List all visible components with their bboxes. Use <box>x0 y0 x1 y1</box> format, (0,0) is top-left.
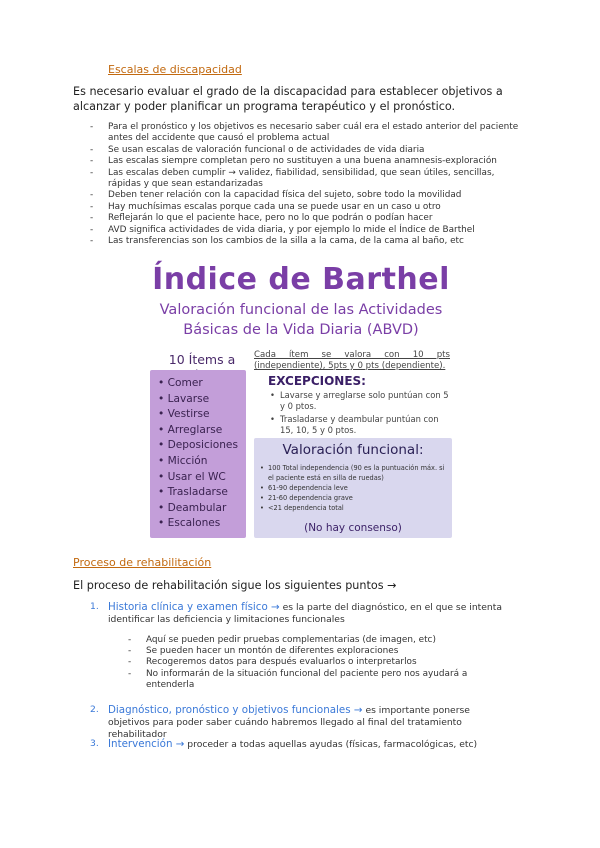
list-item: - Las escalas deben cumplir → validez, fiabilidad, sensibilidad, que sean útiles, sencillas, rápidas y que sean estandarizadas <box>90 168 530 191</box>
valoracion-list <box>260 463 446 513</box>
section-heading-escalas[interactable]: Escalas de discapacidad <box>108 63 242 76</box>
list-item: - Se usan escalas de valoración funcional o de actividades de vida diaria <box>90 145 530 156</box>
list-item: • 21-60 dependencia grave <box>260 493 446 503</box>
step1-bullet-list <box>128 635 498 691</box>
step-item <box>90 601 510 626</box>
list-item: • Lavarse y arreglarse solo puntúan con 5 y 0 ptos. <box>268 390 452 412</box>
list-item: • Deposiciones <box>158 438 238 454</box>
list-item: - Hay muchísimas escalas porque cada una se puede usar en un caso u otro <box>90 202 530 213</box>
step-item <box>90 738 510 751</box>
escalas-bullet-list <box>90 122 530 247</box>
list-item: - Aquí se pueden pedir pruebas complementarias (de imagen, etc) <box>128 635 498 646</box>
step-number: 2. <box>90 704 99 715</box>
list-item: • Vestirse <box>158 407 238 423</box>
infographic-subtitle-line2: Básicas de la Vida Diaria (ABVD) <box>183 322 419 338</box>
list-item: • Lavarse <box>158 392 238 408</box>
step-number: 3. <box>90 738 99 749</box>
step-number: 1. <box>90 601 99 612</box>
list-item: • Escalones <box>158 516 238 532</box>
valoracion-footer: (No hay consenso) <box>304 522 402 534</box>
infographic-subtitle-line1: Valoración funcional de las Actividades <box>159 302 443 318</box>
valoracion-title: Valoración funcional: <box>282 442 424 458</box>
step-item <box>90 704 510 741</box>
step-lead: Historia clínica y examen físico → <box>108 601 280 613</box>
list-item: • 61-90 dependencia leve <box>260 483 446 493</box>
barthel-infographic <box>150 262 452 542</box>
list-item: - AVD significa actividades de vida diaria, y por ejemplo lo mide el Índice de Barthel <box>90 225 530 236</box>
step-text: es importante ponerse objetivos para poder saber cuándo habremos llegado al final del tratamiento rehabilitador <box>108 705 470 740</box>
step-lead: Diagnóstico, pronóstico y objetivos funcionales → <box>108 704 363 716</box>
list-item: - No informarán de la situación funcional del paciente pero nos ayudará a entenderla <box>128 669 498 691</box>
intro-paragraph: Es necesario evaluar el grado de la discapacidad para establecer objetivos a alcanzar y poder planificar un programa terapéutico y el pronóstico. <box>73 85 503 113</box>
items-header: 10 Ítems a <box>168 352 236 367</box>
list-item: - Para el pronóstico y los objetivos es necesario saber cuál era el estado anterior del paciente antes del accidente que causó el problema actual <box>90 122 530 145</box>
list-item: • Deambular <box>158 501 238 517</box>
list-item: • <21 dependencia total <box>260 503 446 513</box>
items-panel <box>150 370 246 538</box>
items-list <box>158 376 238 532</box>
exceptions-title: EXCEPCIONES: <box>268 374 366 388</box>
section-heading-proceso[interactable]: Proceso de rehabilitación <box>73 556 212 569</box>
list-item: • Comer <box>158 376 238 392</box>
step-text: proceder a todas aquellas ayudas (físicas, farmacológicas, etc) <box>184 739 478 750</box>
scoring-note: Cada ítem se valora con 10 pts (independiente), 5pts y 0 pts (dependiente). <box>254 350 450 371</box>
list-item: - Reflejarán lo que el paciente hace, pero no lo que podrán o podían hacer <box>90 213 530 224</box>
exceptions-list <box>268 390 452 438</box>
proceso-intro: El proceso de rehabilitación sigue los siguientes puntos → <box>73 579 397 592</box>
list-item: - Las escalas siempre completan pero no sustituyen a una buena anamnesis-exploración <box>90 156 530 167</box>
list-item: • Arreglarse <box>158 423 238 439</box>
list-item: - Recogeremos datos para después evaluarlos o interpretarlos <box>128 657 498 668</box>
infographic-title: Índice de Barthel <box>152 262 450 297</box>
list-item: • Usar el WC <box>158 470 238 486</box>
step-lead: Intervención → <box>108 738 185 750</box>
list-item: • Trasladarse y deambular puntúan con 15, 10, 5 y 0 ptos. <box>268 414 452 436</box>
list-item: - Las transferencias son los cambios de la silla a la cama, de la cama al baño, etc <box>90 236 530 247</box>
list-item: • 100 Total independencia (90 es la puntuación máx. si el paciente está en silla de ruedas) <box>260 463 446 483</box>
list-item: - Deben tener relación con la capacidad física del sujeto, sobre todo la movilidad <box>90 190 530 201</box>
list-item: • Trasladarse <box>158 485 238 501</box>
list-item: • Micción <box>158 454 238 470</box>
list-item: - Se pueden hacer un montón de diferentes exploraciones <box>128 646 498 657</box>
valoracion-panel <box>254 438 452 538</box>
step-text: es la parte del diagnóstico, en el que se intenta identificar las deficiencia y limitaciones funcionales <box>108 602 502 625</box>
